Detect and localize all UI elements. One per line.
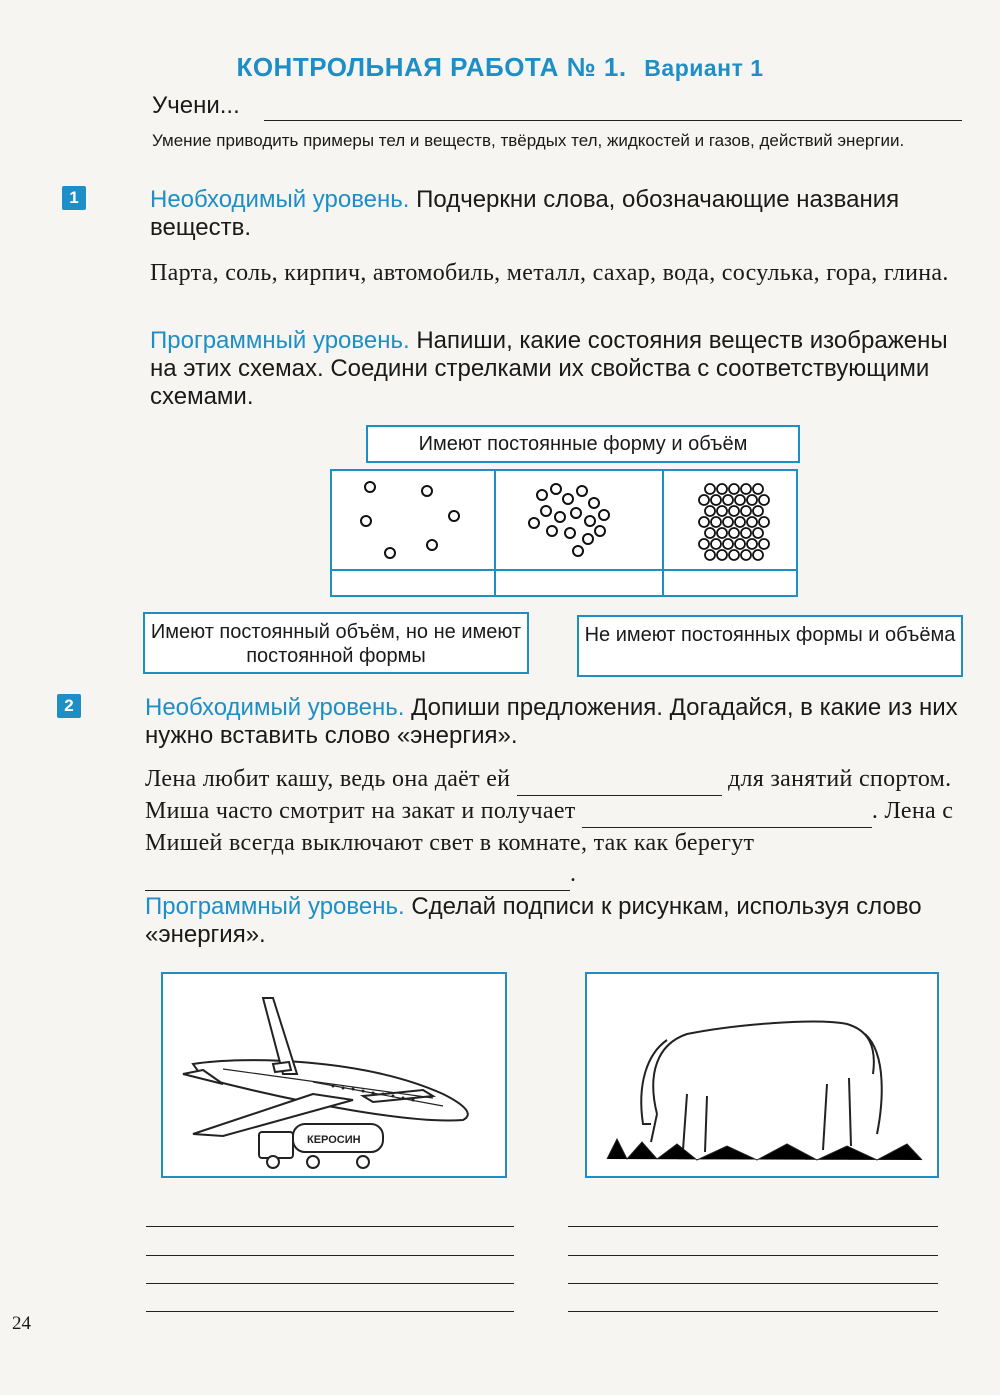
task2-sentences: Лена любит кашу, ведь она даёт ей для занятий спортом. Миша часто смотрит на закат и получает . Лена с Мишей всегда выключают свет в комнате, так как берегут . (145, 764, 960, 891)
gas-particles-icon (361, 482, 459, 558)
task2-required (145, 694, 959, 750)
answer-blank-1[interactable] (517, 764, 722, 796)
airplane-icon (163, 974, 505, 1176)
answer-line[interactable] (568, 1283, 938, 1284)
fuel-truck-icon (259, 1124, 383, 1168)
task1-words[interactable]: Парта, соль, кирпич, автомобиль, металл, сахар, вода, сосулька, гора, глина. (150, 260, 949, 286)
task2-program (145, 893, 959, 949)
program-level-label: Программный уровень. (150, 327, 410, 354)
answer-line[interactable] (568, 1226, 938, 1227)
page-number: 24 (12, 1313, 31, 1334)
task1-required (150, 186, 964, 242)
liquid-particles-icon (529, 484, 609, 556)
program-level-label: Программный уровень. (145, 893, 405, 920)
answer-blank-3[interactable] (145, 859, 570, 891)
solid-particles-icon (699, 484, 769, 560)
task1-program-text: Напиши, какие состояния веществ изображены на этих схемах. Соедини стрелками их свойства с соответствующими схемами. (150, 327, 948, 410)
task1-program (150, 327, 964, 411)
truck-label: КЕРОСИН (307, 1134, 361, 1146)
task2-required-text: Допиши предложения. Догадайся, в какие из них нужно вставить слово «энергия». (145, 694, 958, 749)
task-number-badge: 1 (62, 186, 86, 210)
task1-required-text: Подчеркни слова, обозначающие названия веществ. (150, 186, 900, 241)
answer-line[interactable] (146, 1311, 514, 1312)
answer-line[interactable] (146, 1255, 514, 1256)
horse-icon (587, 974, 937, 1176)
answer-line[interactable] (568, 1311, 938, 1312)
skill-description: Умение приводить примеры тел и веществ, твёрдых тел, жидкостей и газов, действий энергии. (152, 131, 905, 150)
task-number-badge: 2 (57, 694, 81, 718)
task2-program-text: Сделай подписи к рисункам, используя слово «энергия». (145, 893, 922, 948)
student-name-line[interactable] (264, 120, 962, 121)
property-box-liquid[interactable]: Имеют постоянный объём, но не имеют постоянной формы (143, 612, 529, 674)
answer-blank-2[interactable] (582, 796, 872, 828)
required-level-label: Необходимый уровень. (150, 186, 410, 213)
answer-line[interactable] (568, 1255, 938, 1256)
variant-label: Вариант 1 (644, 55, 764, 81)
student-name-field[interactable] (152, 92, 962, 126)
airplane-picture (161, 972, 507, 1178)
horse-picture (585, 972, 939, 1178)
page-title (0, 52, 1000, 83)
student-label: Учени... (152, 92, 240, 119)
title-text: КОНТРОЛЬНАЯ РАБОТА № 1. (236, 52, 627, 82)
answer-line[interactable] (146, 1283, 514, 1284)
property-box-solid[interactable]: Имеют постоянные форму и объём (366, 425, 800, 463)
required-level-label: Необходимый уровень. (145, 694, 405, 721)
states-schema (330, 469, 798, 597)
answer-line[interactable] (146, 1226, 514, 1227)
property-box-gas[interactable]: Не имеют постоянных формы и объёма (577, 615, 963, 677)
particle-diagram (332, 471, 796, 569)
